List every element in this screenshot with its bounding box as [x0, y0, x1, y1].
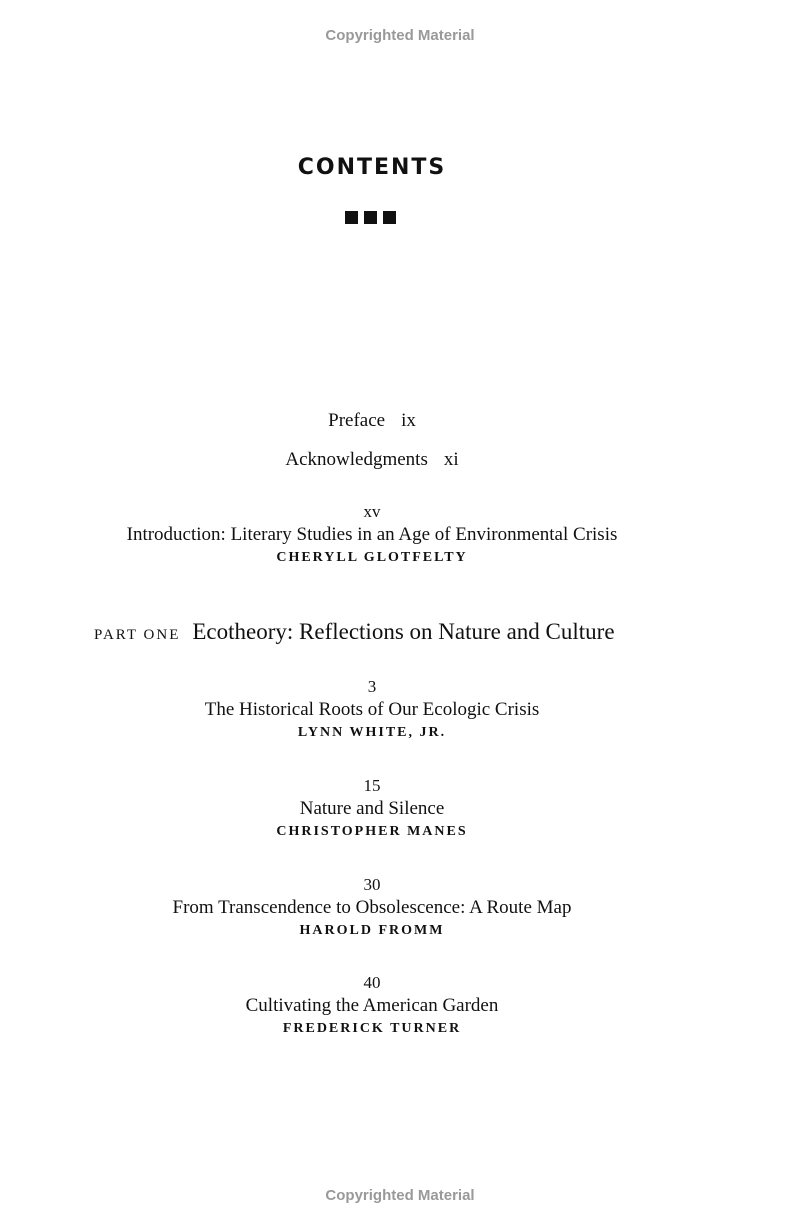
entry-page-number: xi: [443, 449, 459, 470]
entry-title: Acknowledgments: [285, 449, 428, 470]
entry-author: CHERYLL GLOTFELTY: [276, 550, 468, 565]
contents-heading: CONTENTS: [297, 155, 447, 180]
heading-ornament: [345, 211, 399, 224]
ornament-square: [345, 211, 358, 224]
entry-page-number: 15: [363, 776, 381, 795]
entry-author: CHRISTOPHER MANES: [276, 824, 468, 839]
part-title: Ecotheory: Reflections on Nature and Culture: [192, 619, 615, 644]
entry-title: Cultivating the American Garden: [245, 995, 499, 1016]
entry-author: FREDERICK TURNER: [282, 1021, 462, 1036]
toc-entry: [0, 875, 744, 941]
toc-entry-preface: [0, 410, 744, 432]
entry-page-number: 30: [363, 875, 381, 894]
toc-entry: [0, 677, 744, 743]
entry-page-number: xv: [363, 502, 381, 521]
ornament-square: [364, 211, 377, 224]
entry-title: From Transcendence to Obsolescence: A Route Map: [172, 897, 572, 918]
entry-title: Introduction: Literary Studies in an Age of Environmental Crisis: [126, 524, 618, 545]
toc-entry: [0, 776, 744, 842]
toc-entry: [0, 973, 744, 1039]
entry-page-number: ix: [401, 410, 416, 431]
entry-page-number: 3: [367, 677, 377, 696]
toc-entry-acknowledgments: [0, 449, 744, 471]
entry-author: HAROLD FROMM: [299, 923, 445, 938]
ornament-square: [383, 211, 396, 224]
part-label: PART ONE: [94, 627, 181, 643]
copyright-watermark-top: Copyrighted Material: [325, 27, 475, 44]
entry-title: Preface: [328, 410, 386, 431]
part-one-heading: [94, 619, 615, 645]
toc-entry-introduction: [0, 502, 744, 568]
entry-title: Nature and Silence: [299, 798, 445, 819]
copyright-watermark-bottom: Copyrighted Material: [325, 1187, 475, 1204]
entry-page-number: 40: [363, 973, 381, 992]
entry-author: LYNN WHITE, JR.: [297, 725, 447, 740]
entry-title: The Historical Roots of Our Ecologic Crisis: [204, 699, 540, 720]
